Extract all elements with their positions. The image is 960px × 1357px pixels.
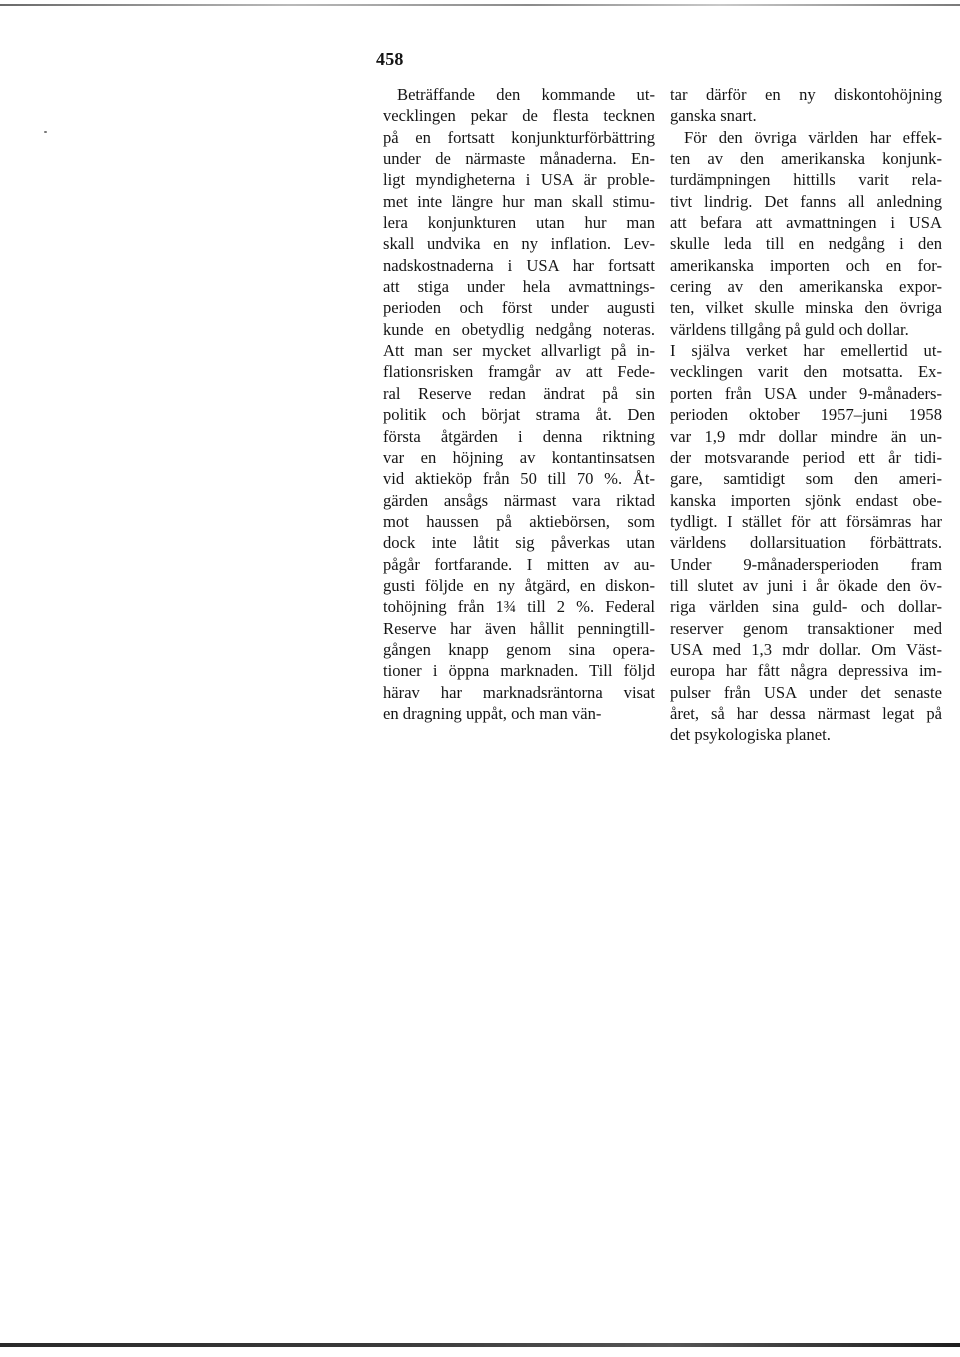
text-line: tohöjning från 1¾ till 2 %. Federal — [383, 597, 655, 617]
text-line: att stiga under hela avmattnings- — [383, 277, 655, 297]
text-line: europa har fått några depressiva im- — [670, 661, 942, 681]
text-line: amerikanska importen och en for- — [670, 255, 942, 275]
text-line: mot haussen på aktiebörsen, som — [383, 511, 655, 531]
text-line: gången knapp genom sina opera- — [383, 639, 655, 659]
text-line: gusti följde en ny åtgärd, en diskon- — [383, 575, 655, 595]
text-line: under de närmaste månaderna. En- — [383, 149, 655, 169]
scan-edge-bottom — [0, 1343, 960, 1347]
text-line: Reserve har även hållit penningtill- — [383, 618, 655, 638]
text-line: nadskostnaderna i USA har fortsatt — [383, 255, 655, 275]
text-line: vecklingen varit den motsatta. Ex- — [670, 362, 942, 382]
text-line: riga världen sina guld- och dollar- — [670, 597, 942, 617]
text-column-right — [670, 84, 942, 746]
text-line: till slutet av juni i år ökade den öv- — [670, 575, 942, 595]
text-line: vid aktieköp från 50 till 70 %. Åt- — [383, 469, 655, 489]
text-line: Under 9-månadersperioden fram — [670, 554, 942, 574]
text-line: gärden ansågs närmast vara riktad — [383, 490, 655, 510]
text-line: gare, samtidigt som den ameri- — [670, 469, 942, 489]
text-line: politik och börjat strama åt. Den — [383, 405, 655, 425]
text-line: ral Reserve redan ändrat på sin — [383, 383, 655, 403]
text-line: tydligt. I stället för att försämras har — [670, 511, 942, 531]
text-line: perioden och först under augusti — [383, 298, 655, 318]
text-line: var en höjning av kontantinsatsen — [383, 447, 655, 467]
text-line: vecklingen pekar de flesta tecknen — [383, 106, 655, 126]
text-line: en dragning uppåt, och man vän- — [383, 703, 602, 723]
text-line: lera konjunkturen utan hur man — [383, 213, 655, 233]
text-line: ten, vilket skulle minska den övriga — [670, 298, 942, 318]
scan-edge-top — [0, 4, 960, 6]
text-line: USA med 1,3 mdr dollar. Om Väst- — [670, 639, 942, 659]
text-line: kunde en obetydlig nedgång noteras. — [383, 319, 655, 339]
text-line: der motsvarande period ett år tidi- — [670, 447, 942, 467]
text-line: porten från USA under 9-månaders- — [670, 383, 942, 403]
text-line: dock inte låtit sig påverkas utan — [383, 533, 655, 553]
text-line: tivt lindrig. Det fanns all anledning — [670, 191, 942, 211]
text-line: det psykologiska planet. — [670, 725, 831, 745]
text-line: ligt myndigheterna i USA är proble- — [383, 170, 655, 190]
text-line: Att man ser mycket allvarligt på in- — [383, 341, 655, 361]
text-line: ganska snart. — [670, 106, 757, 126]
text-line: världens tillgång på guld och dollar. — [670, 319, 909, 339]
text-line: met inte längre hur man skall stimu- — [383, 191, 655, 211]
text-line: året, så har dessa närmast legat på — [670, 703, 942, 723]
text-line: på en fortsatt konjunkturförbättring — [383, 127, 655, 147]
text-column-left — [383, 84, 655, 724]
text-line: reserver genom transaktioner med — [670, 618, 942, 638]
text-line: skulle leda till en nedgång i den — [670, 234, 942, 254]
text-line: flationsrisken framgår av att Fede- — [383, 362, 655, 382]
text-line: tar därför en ny diskontohöjning — [670, 85, 942, 104]
text-line: att befara att avmattningen i USA — [670, 213, 942, 233]
text-line: världens dollarsituation förbättrats. — [670, 533, 942, 553]
page-number: 458 — [376, 49, 404, 69]
text-line: ten av den amerikanska konjunk- — [670, 149, 942, 169]
text-line: I själva verket har emellertid ut- — [670, 341, 942, 361]
text-line: turdämpningen hittills varit rela- — [670, 170, 942, 190]
scan-speck — [44, 131, 47, 133]
text-line: cering av den amerikanska expor- — [670, 277, 942, 297]
text-line: För den övriga världen har effek- — [684, 127, 942, 147]
text-line: perioden oktober 1957–juni 1958 — [670, 405, 942, 425]
text-line: Beträffande den kommande ut- — [397, 85, 655, 104]
text-line: kanska importen sjönk endast obe- — [670, 490, 942, 510]
text-line: första åtgärden i denna riktning — [383, 426, 655, 446]
text-line: härav har marknadsräntorna visat — [383, 682, 655, 702]
text-line: pulser från USA under det senaste — [670, 682, 942, 702]
text-line: pågår fortfarande. I mitten av au- — [383, 554, 655, 574]
text-line: skall undvika en ny inflation. Lev- — [383, 234, 655, 254]
text-line: tioner i öppna marknaden. Till följd — [383, 661, 655, 681]
text-line: var 1,9 mdr dollar mindre än un- — [670, 426, 942, 446]
